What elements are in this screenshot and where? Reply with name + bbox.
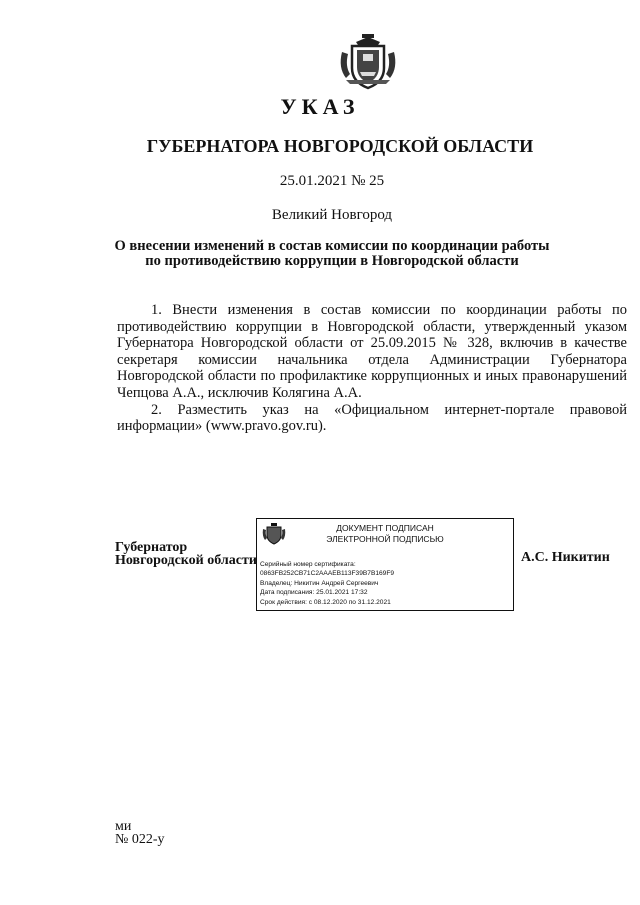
signatory-name: А.С. Никитин xyxy=(521,550,610,565)
certificate-owner: Владелец: Никитин Андрей Сергеевич xyxy=(260,579,379,587)
body-paragraph: 1. Внести изменения в состав комиссии по координации работы по противодействию коррупции в Новгородской области, утвержденный указом Губернатора Новгородской области от 25.09.2015 № 328, включив в качестве секретаря комиссии начальника отдела Администрации Губернатора Новгородской области по профилактике коррупционных и иных правонарушений Чепцова А.А., исключив Колягина А.А. xyxy=(117,302,627,401)
position-line: Губернатор xyxy=(115,540,188,555)
stamp-heading-line: ЭЛЕКТРОННОЙ ПОДПИСЬЮ xyxy=(326,534,444,544)
stamp-heading-line: ДОКУМЕНТ ПОДПИСАН xyxy=(336,523,434,533)
subject-line: по противодействию коррупции в Новгородской области xyxy=(145,253,519,269)
date-and-number: 25.01.2021 № 25 xyxy=(279,173,385,189)
serial-number: 0863FB252CB71C2AAAEB113F39B7B169F9 xyxy=(260,570,395,578)
electronic-signature-stamp xyxy=(256,518,514,611)
validity-period: Срок действия: с 08.12.2020 по 31.12.2021 xyxy=(260,598,391,606)
serial-label: Серийный номер сертификата: xyxy=(260,561,356,568)
footer-number: № 022-у xyxy=(115,832,165,847)
signatory-position xyxy=(115,541,257,567)
stamp-details xyxy=(260,560,394,607)
stamp-heading xyxy=(305,523,465,545)
stamp-coat-of-arms-icon xyxy=(262,523,286,545)
issuer-title: ГУБЕРНАТОРА НОВГОРОДСКОЙ ОБЛАСТИ xyxy=(146,136,534,156)
signing-date: Дата подписания: 25.01.2021 17:32 xyxy=(260,589,368,597)
decree-body xyxy=(117,302,627,435)
body-paragraph: 2. Разместить указ на «Официальном интернет-портале правовой информации» (www.pravo.gov.ru). xyxy=(117,401,627,435)
subject-line: О внесении изменений в состав комиссии по координации работы xyxy=(114,238,550,254)
document-type-title: УКАЗ xyxy=(280,94,360,119)
footer-initials: ми xyxy=(115,819,132,834)
position-line: Новгородской области xyxy=(115,553,257,568)
city: Великий Новгород xyxy=(271,207,393,223)
decree-subject xyxy=(12,239,640,269)
document-footer xyxy=(115,820,165,846)
coat-of-arms-icon xyxy=(336,34,400,90)
